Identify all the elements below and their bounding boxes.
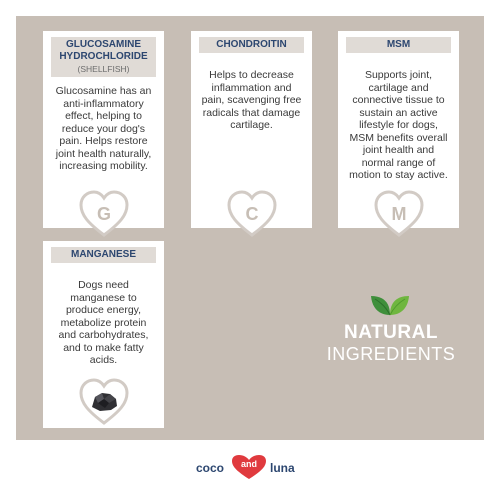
card-description: Supports joint, cartilage and connective tissue to sustain an active lifestyle for dogs, MSM benefits overall joint health and normal range of motion to stay active. [349,69,448,181]
card-msm [338,31,459,228]
natural-line1: NATURAL [344,322,438,343]
card-title: MSM [386,39,411,50]
card-title: MANGANESE [70,249,136,260]
brand-logo [0,452,500,480]
heart-letter: M [391,204,407,224]
card-description: Dogs need manganese to produce energy, metabolize protein and carbohydrates, and to make fatty acids. [58,279,149,366]
heart-letter: G [96,204,112,224]
leaf-icon [369,290,411,318]
brand-left: coco [196,461,225,475]
heart-letter-icon [226,189,278,239]
heart-letter-icon [373,189,425,239]
heart-letter-icon [78,189,130,239]
card-manganese [43,241,164,428]
heart-logo-icon [230,454,268,480]
heart-letter: C [245,204,259,224]
natural-ingredients [316,322,466,364]
brand-right: luna [270,461,295,475]
card-subtitle: (SHELLFISH) [77,64,130,74]
brand-middle: and [240,459,258,469]
heart-mineral-icon [78,377,130,427]
card-description: Glucosamine has an anti-inflammatory effect, helping to reduce your dog's pain. Helps restore joint health naturally, increasing mobility. [55,85,152,172]
card-header [51,37,156,77]
natural-line2: INGREDIENTS [326,344,456,364]
card-description: Helps to decrease inflammation and pain, scavenging free radicals that damage cartilage. [201,69,302,131]
card-chondroitin [191,31,312,228]
card-title: CHONDROITIN [216,39,287,50]
card-header [199,37,304,53]
card-title: GLUCOSAMINE HYDROCHLORIDE [59,39,148,62]
card-header [51,247,156,263]
card-glucosamine [43,31,164,228]
card-header [346,37,451,53]
